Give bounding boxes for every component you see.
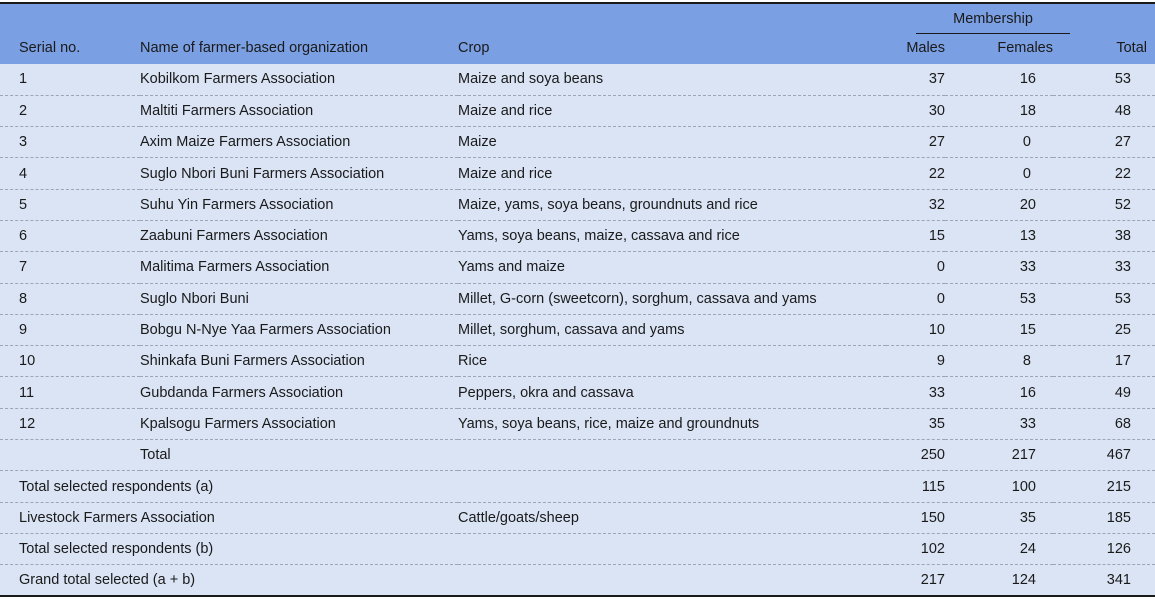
summary-row-grand-total [0, 565, 1155, 596]
cell-total: 22 [1053, 158, 1155, 189]
cell-total: 52 [1053, 189, 1155, 220]
header-crop: Crop [458, 39, 490, 56]
cell-serial: 7 [0, 252, 140, 283]
cell-name: Suhu Yin Farmers Association [140, 189, 458, 220]
cell-total: 467 [1053, 440, 1155, 471]
cell-crop: Maize and rice [458, 158, 886, 189]
cell-crop: Peppers, okra and cassava [458, 377, 886, 408]
summary-row-total [0, 440, 1155, 471]
cell-males: 217 [886, 565, 945, 596]
cell-name: Zaabuni Farmers Association [140, 220, 458, 251]
cell-males: 150 [886, 502, 945, 533]
cell-name: Shinkafa Buni Farmers Association [140, 346, 458, 377]
cell-crop: Maize and soya beans [458, 64, 886, 95]
cell-females: 18 [945, 95, 1053, 126]
cell-crop: Maize, yams, soya beans, groundnuts and rice [458, 189, 886, 220]
cell-males: 27 [886, 127, 945, 158]
cell-total: 49 [1053, 377, 1155, 408]
cell-name: Maltiti Farmers Association [140, 95, 458, 126]
cell-crop: Millet, G-corn (sweetcorn), sorghum, cassava and yams [458, 283, 886, 314]
cell-females: 24 [945, 533, 1053, 564]
cell-serial: 2 [0, 95, 140, 126]
cell-males: 15 [886, 220, 945, 251]
cell-name: Axim Maize Farmers Association [140, 127, 458, 158]
cell-males: 102 [886, 533, 945, 564]
cell-name: Suglo Nbori Buni Farmers Association [140, 158, 458, 189]
cell-females: 124 [945, 565, 1053, 596]
cell-name: Kobilkom Farmers Association [140, 64, 458, 95]
cell-males: 22 [886, 158, 945, 189]
cell-serial: 11 [0, 377, 140, 408]
header-serial: Serial no. [19, 39, 81, 56]
table-row [0, 95, 1155, 126]
table-header [0, 3, 1155, 64]
header-row-group [0, 3, 1155, 34]
cell-total: 27 [1053, 127, 1155, 158]
cell-name: Kpalsogu Farmers Association [140, 408, 458, 439]
cell-total: 33 [1053, 252, 1155, 283]
cell-total: 53 [1053, 283, 1155, 314]
table-row [0, 189, 1155, 220]
table-row [0, 252, 1155, 283]
cell-total: 126 [1053, 533, 1155, 564]
cell-selected-b-label: Total selected respondents (b) [0, 533, 886, 564]
cell-females: 33 [945, 408, 1053, 439]
cell-livestock-label: Livestock Farmers Association [0, 502, 458, 533]
farmer-organizations-table-container [0, 2, 1155, 597]
cell-females: 53 [945, 283, 1053, 314]
cell-total-label: Total [140, 440, 458, 471]
cell-females: 13 [945, 220, 1053, 251]
cell-serial: 1 [0, 64, 140, 95]
cell-name: Malitima Farmers Association [140, 252, 458, 283]
cell-males: 9 [886, 346, 945, 377]
cell-males: 32 [886, 189, 945, 220]
table-body [0, 64, 1155, 596]
cell-serial: 9 [0, 314, 140, 345]
cell-females: 100 [945, 471, 1053, 502]
cell-name: Suglo Nbori Buni [140, 283, 458, 314]
cell-serial: 6 [0, 220, 140, 251]
header-row-columns [0, 34, 1155, 64]
cell-females: 20 [945, 189, 1053, 220]
header-name: Name of farmer-based organization [140, 39, 369, 56]
cell-name: Gubdanda Farmers Association [140, 377, 458, 408]
cell-crop: Cattle/goats/sheep [458, 502, 886, 533]
table-row [0, 283, 1155, 314]
cell-males: 37 [886, 64, 945, 95]
cell-females: 35 [945, 502, 1053, 533]
cell-crop: Maize [458, 127, 886, 158]
header-males: Males [906, 39, 945, 56]
header-females: Females [997, 39, 1053, 56]
table-row [0, 314, 1155, 345]
cell-males: 0 [886, 283, 945, 314]
cell-total: 341 [1053, 565, 1155, 596]
cell-females: 8 [945, 346, 1053, 377]
summary-row-livestock [0, 502, 1155, 533]
farmer-organizations-table [0, 2, 1155, 597]
cell-serial: 10 [0, 346, 140, 377]
table-row [0, 408, 1155, 439]
cell-females: 15 [945, 314, 1053, 345]
cell-males: 250 [886, 440, 945, 471]
cell-females: 16 [945, 64, 1053, 95]
cell-selected-a-label: Total selected respondents (a) [0, 471, 886, 502]
summary-row-selected-a [0, 471, 1155, 502]
cell-serial: 12 [0, 408, 140, 439]
cell-crop: Maize and rice [458, 95, 886, 126]
cell-crop: Rice [458, 346, 886, 377]
cell-males: 10 [886, 314, 945, 345]
table-row [0, 377, 1155, 408]
header-total: Total [1116, 39, 1147, 56]
cell-females: 0 [945, 127, 1053, 158]
cell-serial: 8 [0, 283, 140, 314]
cell-total: 185 [1053, 502, 1155, 533]
cell-crop: Yams and maize [458, 252, 886, 283]
cell-total: 68 [1053, 408, 1155, 439]
summary-row-selected-b [0, 533, 1155, 564]
cell-serial: 4 [0, 158, 140, 189]
cell-grand-total-label: Grand total selected (a + b) [0, 565, 886, 596]
table-row [0, 158, 1155, 189]
cell-total: 17 [1053, 346, 1155, 377]
cell-serial: 3 [0, 127, 140, 158]
cell-females: 33 [945, 252, 1053, 283]
table-row [0, 220, 1155, 251]
cell-males: 33 [886, 377, 945, 408]
table-row [0, 346, 1155, 377]
cell-crop: Yams, soya beans, maize, cassava and rice [458, 220, 886, 251]
cell-serial: 5 [0, 189, 140, 220]
table-row [0, 64, 1155, 95]
cell-males: 35 [886, 408, 945, 439]
cell-total: 38 [1053, 220, 1155, 251]
table-row [0, 127, 1155, 158]
cell-total: 215 [1053, 471, 1155, 502]
cell-females: 16 [945, 377, 1053, 408]
cell-total: 25 [1053, 314, 1155, 345]
cell-males: 115 [886, 471, 945, 502]
cell-males: 0 [886, 252, 945, 283]
cell-males: 30 [886, 95, 945, 126]
membership-label: Membership [916, 11, 1070, 34]
cell-total: 48 [1053, 95, 1155, 126]
cell-crop: Yams, soya beans, rice, maize and groundnuts [458, 408, 886, 439]
cell-crop: Millet, sorghum, cassava and yams [458, 314, 886, 345]
cell-total: 53 [1053, 64, 1155, 95]
cell-females: 217 [945, 440, 1053, 471]
cell-name: Bobgu N-Nye Yaa Farmers Association [140, 314, 458, 345]
cell-females: 0 [945, 158, 1053, 189]
membership-group-header [886, 3, 1053, 34]
